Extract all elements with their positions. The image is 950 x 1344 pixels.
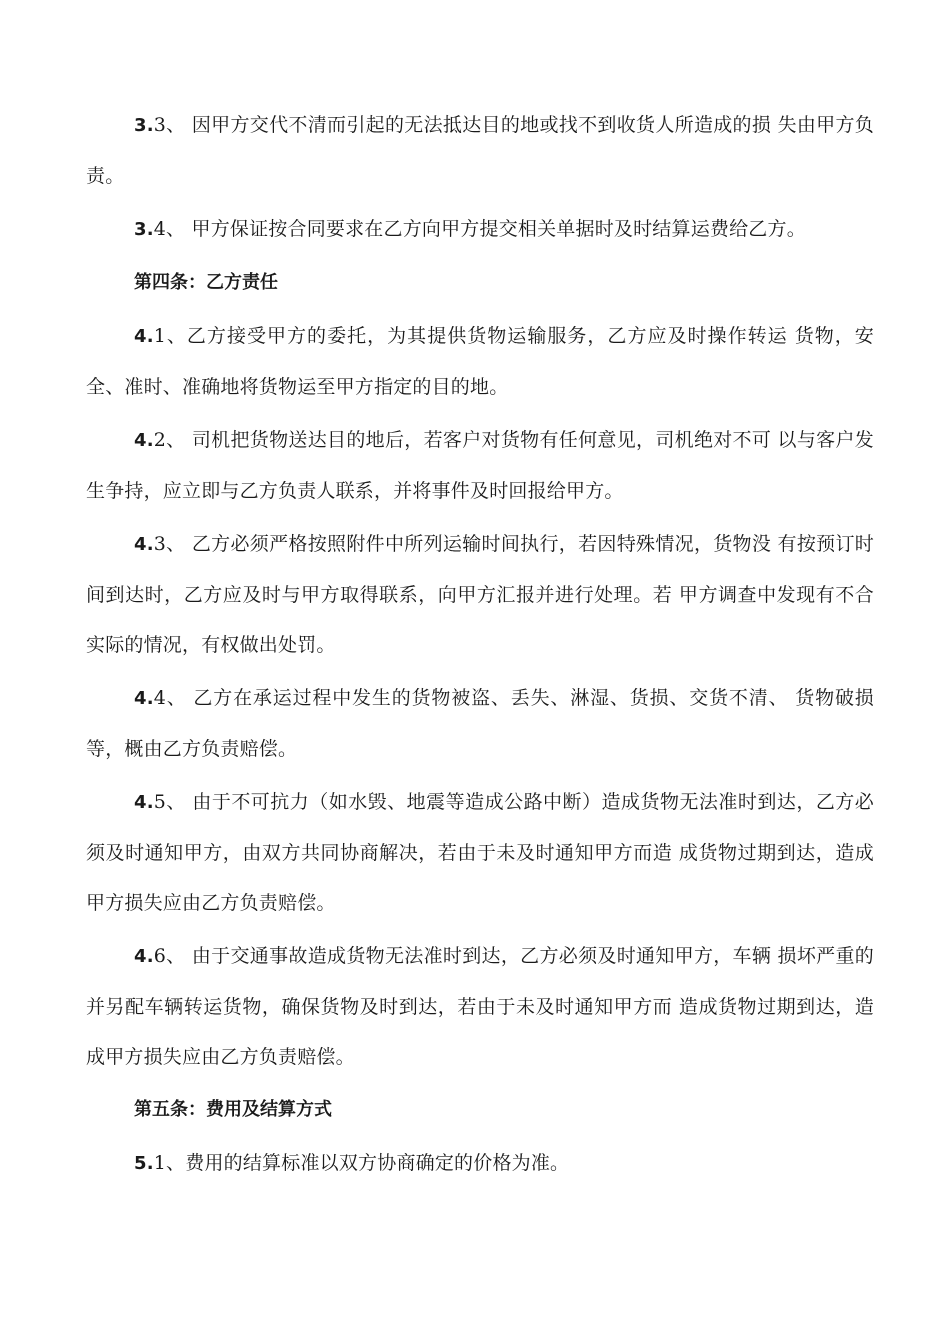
clause-text: 5、 由于不可抗力（如水毁、地震等造成公路中断）造成货物无法准时到达，乙方必须及时通知甲方，由双方共同协商解决，若由于未及时通知甲方而造 成货物过期到达，造成甲方损失应由乙方负责赔偿。 [86, 791, 874, 914]
clause-text: 3、 因甲方交代不清而引起的无法抵达目的地或找不到收货人所造成的损 失由甲方负责。 [86, 114, 874, 187]
clause-number: 3. [134, 219, 154, 240]
section-5-heading: 第五条：费用及结算方式 [134, 1099, 332, 1120]
clause-number: 4. [134, 688, 154, 709]
clause-text: 4、 乙方在承运过程中发生的货物被盗、丢失、淋湿、货损、交货不清、 货物破损等，概由乙方负责赔偿。 [86, 687, 874, 760]
clause-5-1 [86, 1138, 874, 1189]
clause-text: 2、 司机把货物送达目的地后，若客户对货物有任何意见，司机绝对不可 以与客户发生争持，应立即与乙方负责人联系，并将事件及时回报给甲方。 [86, 429, 874, 502]
clause-text: 4、 甲方保证按合同要求在乙方向甲方提交相关单据时及时结算运费给乙方。 [153, 218, 806, 240]
clause-text: 3、 乙方必须严格按照附件中所列运输时间执行，若因特殊情况，货物没 有按预订时间到达时，乙方应及时与甲方取得联系，向甲方汇报并进行处理。若 甲方调查中发现有不合实际的情况，有权做出处罚。 [86, 533, 874, 656]
clause-number: 4. [134, 792, 154, 813]
clause-3-4 [86, 204, 874, 255]
clause-number: 4. [134, 946, 154, 967]
clause-number: 4. [134, 534, 154, 555]
document-page [86, 100, 874, 1192]
clause-3-3 [86, 100, 874, 201]
section-4-heading: 第四条：乙方责任 [134, 272, 278, 293]
clause-4-4 [86, 673, 874, 774]
clause-number: 4. [134, 430, 154, 451]
clause-4-6 [86, 931, 874, 1082]
clause-text: 1、费用的结算标准以双方协商确定的价格为准。 [153, 1152, 570, 1174]
clause-number: 5. [134, 1153, 154, 1174]
clause-4-2 [86, 415, 874, 516]
clause-number: 3. [134, 115, 154, 136]
clause-4-3 [86, 519, 874, 670]
clause-text: 6、 由于交通事故造成货物无法准时到达，乙方必须及时通知甲方，车辆 损坏严重的并另配车辆转运货物，确保货物及时到达，若由于未及时通知甲方而 造成货物过期到达，造成甲方损失应由乙方负责赔偿。 [86, 945, 874, 1068]
clause-text: 1、乙方接受甲方的委托，为其提供货物运输服务，乙方应及时操作转运 货物，安全、准时、准确地将货物运至甲方指定的目的地。 [86, 325, 874, 398]
clause-number: 4. [134, 326, 154, 347]
clause-4-1 [86, 311, 874, 412]
clause-4-5 [86, 777, 874, 928]
